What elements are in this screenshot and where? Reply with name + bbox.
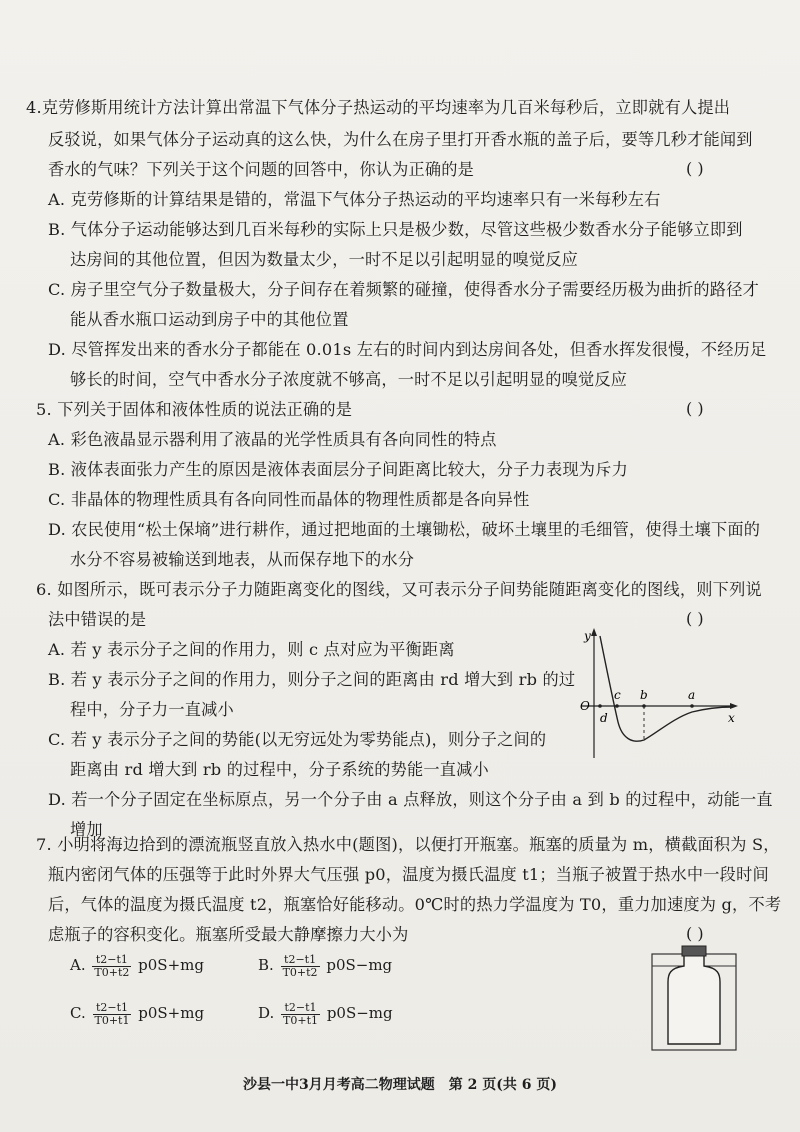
q6-option-a: A. 若 y 表示分子之间的作用力，则 c 点对应为平衡距离: [48, 640, 455, 659]
q6-option-b-cont: 程中，分子力一直减小: [70, 700, 234, 719]
fraction: $\frac{t2-t1}{T0+t1}$: [94, 1000, 130, 1027]
origin-label: O: [580, 699, 590, 713]
q6-option-d-cont: 增加: [70, 820, 103, 839]
q6-stem-cont: 法中错误的是: [48, 610, 147, 629]
q4-line: 香水的气味？下列关于这个问题的回答中，你认为正确的是: [48, 160, 475, 179]
q5-answer-paren: ( ): [686, 399, 704, 418]
q7-option-b: B. $\frac{t2-t1}{T0+t2}$ p0S−mg: [258, 952, 393, 979]
q7-stem-cont: 瓶内密闭气体的压强等于此时外界大气压强 p0，温度为摄氏温度 t1；当瓶子被置于热水中一段时间: [48, 865, 769, 884]
q7-stem: 7. 小明将海边拾到的漂流瓶竖直放入热水中(题图)，以便打开瓶塞。瓶塞的质量为 m，横截面积为 S，: [36, 835, 780, 854]
q4-option-a: A. 克劳修斯的计算结果是错的，常温下气体分子热运动的平均速率只有一米每秒左右: [48, 190, 661, 209]
point-label-d: d: [600, 711, 608, 725]
q6-option-d: D. 若一个分子固定在坐标原点，另一个分子由 a 点释放，则这个分子由 a 到 b 的过程中，动能一直: [48, 790, 773, 809]
point-label-c: c: [614, 688, 621, 702]
fraction: $\frac{t2-t1}{T0+t2}$: [282, 952, 318, 979]
q4-option-b: B. 气体分子运动能够达到几百米每秒的实际上只是极少数，尽管这些极少数香水分子能够立即到: [48, 220, 743, 239]
point-label-b: b: [640, 688, 648, 702]
q4-line: 4.克劳修斯用统计方法计算出常温下气体分子热运动的平均速率为几百米每秒后，立即就有人提出: [26, 98, 731, 117]
q6-option-c-cont: 距离由 rd 增大到 rb 的过程中，分子系统的势能一直减小: [70, 760, 489, 779]
q4-option-c: C. 房子里空气分子数量极大，分子间存在着频繁的碰撞，使得香水分子需要经历极为曲折的路径才: [48, 280, 759, 299]
stopper: [682, 946, 706, 956]
q7-option-a: A. $\frac{t2-t1}{T0+t2}$ p0S+mg: [70, 952, 204, 979]
q7-option-d: D. $\frac{t2-t1}{T0+t1}$ p0S−mg: [258, 1000, 393, 1027]
q4-option-d-cont: 够长的时间，空气中香水分子浓度就不够高，一时不足以引起明显的嗅觉反应: [70, 370, 628, 389]
q4-option-b-cont: 达房间的其他位置，但因为数量太少，一时不足以引起明显的嗅觉反应: [70, 250, 579, 269]
q6-stem: 6. 如图所示，既可表示分子力随距离变化的图线，又可表示分子间势能随距离变化的图线，则下列说: [36, 580, 762, 599]
q5-option-a: A. 彩色液晶显示器利用了液晶的光学性质具有各向同性的特点: [48, 430, 497, 449]
q5-option-d: D. 农民使用“松土保墒”进行耕作，通过把地面的土壤锄松，破坏土壤里的毛细管，使得土壤下面的: [48, 520, 761, 539]
bottle-figure: [650, 944, 740, 1054]
q5-option-b: B. 液体表面张力产生的原因是液体表面层分子间距离比较大，分子力表现为斥力: [48, 460, 628, 479]
q6-option-b: B. 若 y 表示分子之间的作用力，则分子之间的距离由 rd 增大到 rb 的过: [48, 670, 576, 689]
q7-option-c: C. $\frac{t2-t1}{T0+t1}$ p0S+mg: [70, 1000, 205, 1027]
axis-label-y: y: [584, 629, 591, 643]
point-label-a: a: [688, 688, 696, 702]
fraction: $\frac{t2-t1}{T0+t2}$: [94, 952, 130, 979]
fraction: $\frac{t2-t1}{T0+t1}$: [283, 1000, 319, 1027]
q5-option-c: C. 非晶体的物理性质具有各向同性而晶体的物理性质都是各向异性: [48, 490, 530, 509]
q6-graph: [562, 626, 742, 766]
q7-stem-cont: 虑瓶子的容积变化。瓶塞所受最大静摩擦力大小为: [48, 925, 409, 944]
page-footer: 沙县一中3月月考高二物理试题 第 2 页(共 6 页): [243, 1077, 557, 1093]
q5-stem: 5. 下列关于固体和液体性质的说法正确的是: [36, 400, 353, 419]
q6-option-c: C. 若 y 表示分子之间的势能(以无穷远处为零势能点)，则分子之间的: [48, 730, 547, 749]
q4-option-c-cont: 能从香水瓶口运动到房子中的其他位置: [70, 310, 349, 329]
q4-line: 反驳说，如果气体分子运动真的这么快，为什么在房子里打开香水瓶的盖子后，要等几秒才能闻到: [48, 130, 753, 149]
q4-answer-paren: ( ): [686, 159, 704, 178]
q6-answer-paren: ( ): [686, 609, 704, 628]
q7-answer-paren: ( ): [686, 924, 704, 943]
axis-label-x: x: [728, 711, 735, 725]
q7-stem-cont: 后，气体的温度为摄氏温度 t2，瓶塞恰好能移动。0℃时的热力学温度为 T0，重力加速度为 g，不考: [48, 895, 782, 914]
q5-option-d-cont: 水分不容易被输送到地表，从而保存地下的水分: [70, 550, 415, 569]
q4-option-d: D. 尽管挥发出来的香水分子都能在 0.01s 左右的时间内到达房间各处，但香水挥发很慢，不经历足: [48, 340, 767, 359]
